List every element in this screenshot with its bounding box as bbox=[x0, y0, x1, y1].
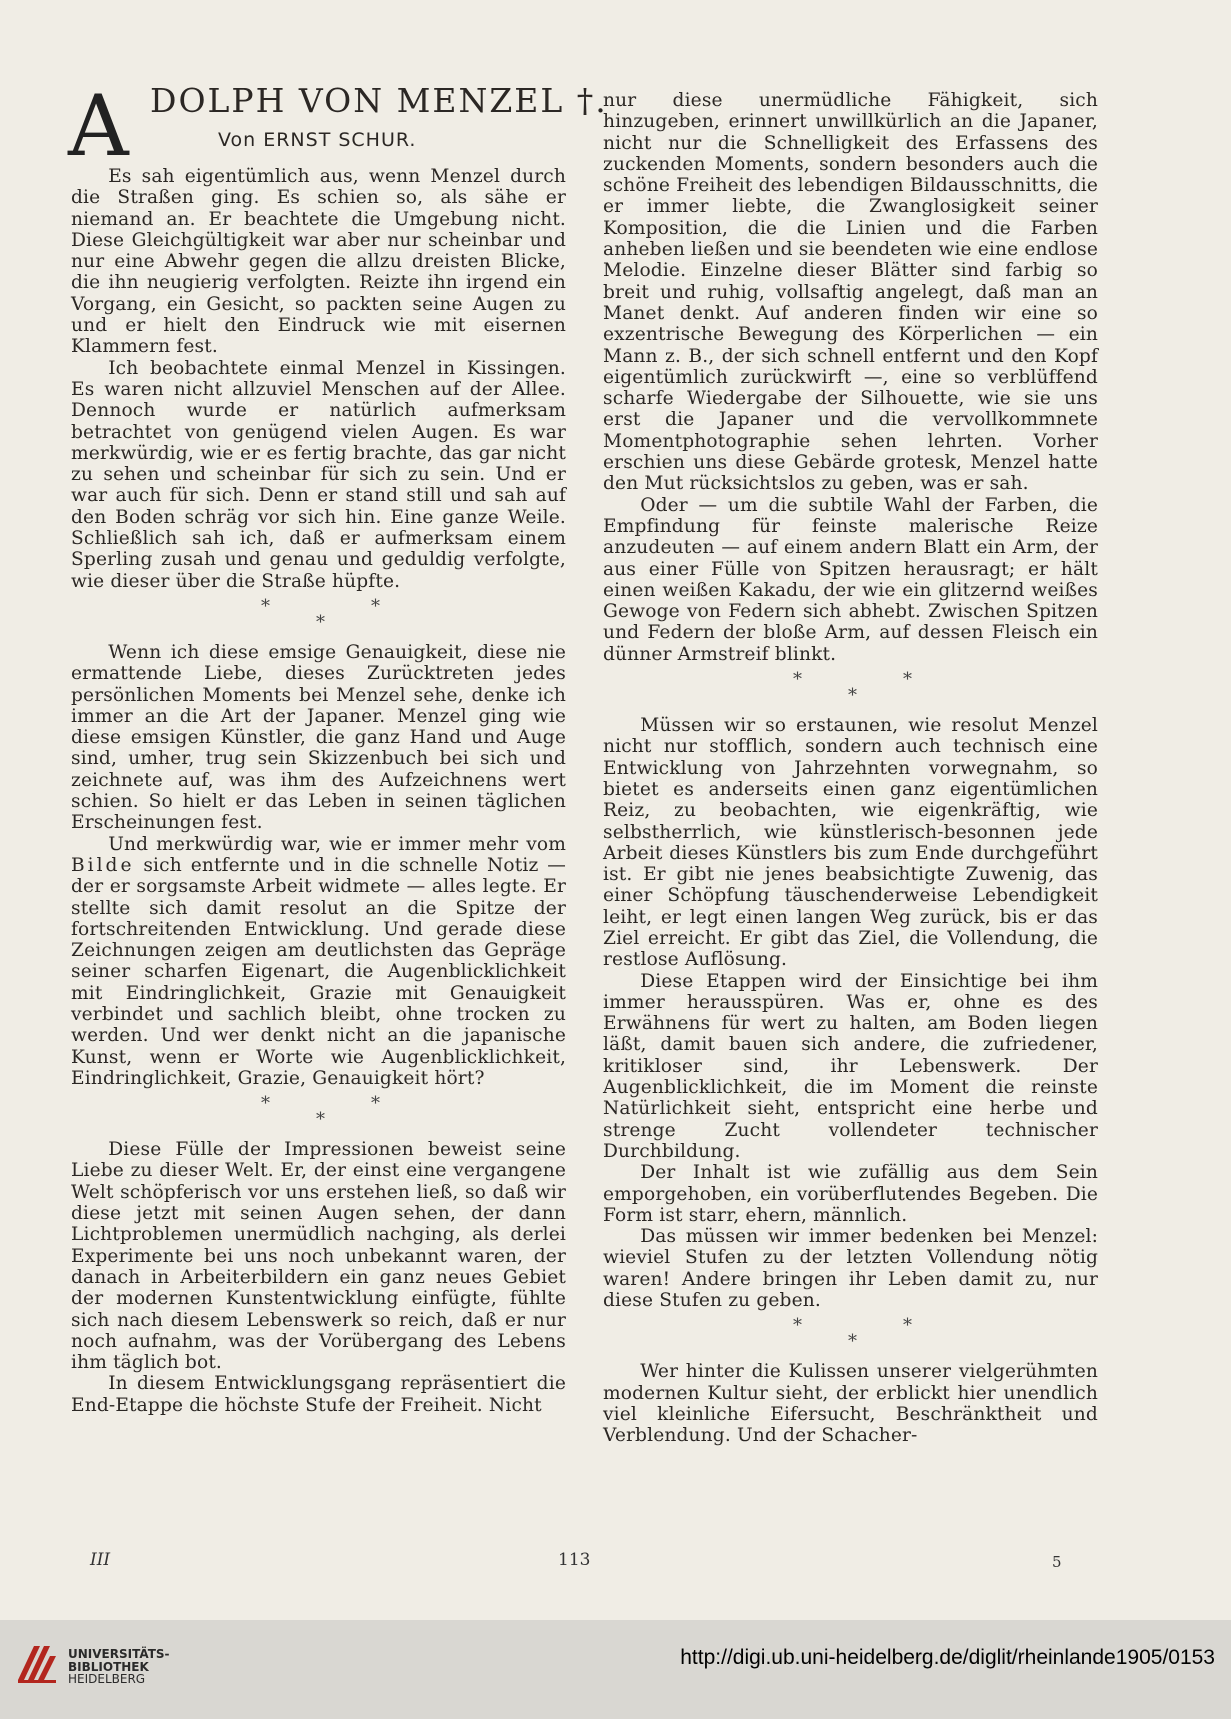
asterisk: * bbox=[371, 1093, 381, 1115]
library-name-line: HEIDELBERG bbox=[68, 1672, 146, 1686]
title-initial: A bbox=[68, 77, 129, 175]
paragraph bbox=[71, 834, 566, 1090]
signature-mark: III bbox=[90, 1550, 111, 1570]
section-separator bbox=[71, 1093, 566, 1133]
spaced-word: Bilde bbox=[71, 854, 135, 876]
asterisk: * bbox=[793, 669, 803, 691]
library-name-line: BIBLIOTHEK bbox=[68, 1659, 149, 1674]
paragraph: Diese Etappen wird der Einsichtige bei ihm immer herausspüren. Was er, ohne es des Erwähnens für wert zu halten, am Boden liegen läßt, damit bauen sich andere, die zufriedener, kritikloser sind, ihr Lebenswerk. Der Augenblicklichkeit, die im Moment die reinste Natürlichkeit sieht, entspricht eine herbe und strenge Zucht vollendeter technischer Durchbildung. bbox=[603, 970, 1098, 1162]
asterisk: * bbox=[903, 1315, 913, 1337]
asterisk: * bbox=[848, 1331, 858, 1353]
library-logo-icon bbox=[14, 1640, 60, 1686]
asterisk: * bbox=[903, 669, 913, 691]
page-number: 113 bbox=[558, 1550, 591, 1570]
paragraph: Oder — um die subtile Wahl der Farben, die Empfindung für feinste malerische Reize anzudeuten — auf einem andern Blatt ein Arm, der aus einer Fülle von Spitzen herausragt; er hält einen weißen Kakadu, der wie ein glitzernd weißes Gewoge von Federn sich abhebt. Zwischen Spitzen und Federn der bloße Arm, auf dessen Fleisch ein dünner Armstreif blinkt. bbox=[603, 494, 1098, 665]
asterisk: * bbox=[371, 595, 381, 617]
paragraph: Wer hinter die Kulissen unserer vielgerühmten modernen Kultur sieht, der erblickt hier unendlich viel kleinliche Eifersucht, Beschränktheit und Verblendung. Und der Schacher- bbox=[603, 1361, 1098, 1447]
section-separator bbox=[71, 596, 566, 636]
paragraph: Wenn ich diese emsige Genauigkeit, diese nie ermattende Liebe, dieses Zurücktreten jedes persönlichen Moments bei Menzel sehe, denke ich immer an die Art der Japaner. Menzel ging wie diese emsigen Künstler, die ganz Hand und Auge sind, umher, trug sein Skizzenbuch bei sich und zeichnete auf, was ihm des Aufzeichnens wert schien. So hielt er das Leben in seinen täglichen Erscheinungen fest. bbox=[71, 641, 566, 834]
paragraph: Der Inhalt ist wie zufällig aus dem Sein emporgehoben, ein vorüberflutendes Begeben. Die Form ist starr, ehern, männlich. bbox=[603, 1162, 1098, 1226]
asterisk: * bbox=[316, 1109, 326, 1131]
paragraph: Müssen wir so erstaunen, wie resolut Menzel nicht nur stofflich, sondern auch technisch eine Entwicklung von Jahrzehnten vorwegnahm, so bietet es anderseits einen ganz eigentümlichen Reiz, zu beobachten, wie eigenkräftig, wie selbstherrlich, wie künstlerisch-besonnen jede Arbeit dieses Künstlers bis zum Ende durchgeführt ist. Er gibt nie jenes beabsichtigte Zuwenig, das einer Schöpfung täuschenderweise Lebendigkeit leiht, er legt einen langen Weg zurück, bis er das Ziel erreicht. Er gibt das Ziel, die Vollendung, die restlose Auflösung. bbox=[603, 715, 1098, 971]
paragraph: nur diese unermüdliche Fähigkeit, sich hinzugeben, erinnert unwillkürlich an die Japaner, nicht nur die Schnelligkeit des Erfassens des zuckenden Moments, sondern besonders auch die schöne Freiheit des lebendigen Bildausschnitts, die er immer liebte, die Zwanglosigkeit seiner Komposition, die die Linien und die Farben anheben ließen und sie beendeten wie eine endlose Melodie. Einzelne dieser Blätter sind farbig so breit und ruhig, vollsaftig angelegt, daß man an Manet denkt. Auf anderen finden wir eine so exzentrische Bewegung des Körperlichen — ein Mann z. B., der sich schnell entfernt und den Kopf eigentümlich zurückwirft —, eine so verblüffend scharfe Wiedergabe der Silhouette, wie sie uns erst die Japaner und die vervollkommnete Momentphotographie sehen lehrten. Vorher erschien uns diese Gebärde grotesk, Menzel hatte den Mut rücksichtslos zu geben, was er sah. bbox=[603, 90, 1098, 495]
paragraph: In diesem Entwicklungsgang repräsentiert die End-Etappe die höchste Stufe der Freiheit. Nicht bbox=[71, 1373, 566, 1416]
paragraph: Ich beobachtete einmal Menzel in Kissingen. Es waren nicht allzuviel Menschen auf der Allee. Dennoch wurde er natürlich aufmerksam betrachtet von genügend vielen Augen. Es war merkwürdig, wie er es fertig brachte, das gar nicht zu sehen und scheinbar für sich zu sein. Und er war auch für sich. Denn er stand still und sah auf den Boden schräg vor sich hin. Eine ganze Weile. Schließlich sah ich, daß er aufmerksam einem Sperling zusah und genau und geduldig verfolgte, wie dieser über die Straße hüpfte. bbox=[71, 357, 566, 592]
title-text: DOLPH VON MENZEL †. bbox=[150, 81, 608, 120]
asterisk: * bbox=[261, 1093, 271, 1115]
library-name-line: UNIVERSITÄTS- bbox=[68, 1647, 170, 1661]
asterisk: * bbox=[793, 1315, 803, 1337]
article-title bbox=[68, 77, 608, 175]
paragraph: Es sah eigentümlich aus, wenn Menzel durch die Straßen ging. Es schien so, als sähe er niemand an. Er beachtete die Umgebung nicht. Diese Gleichgültigkeit war aber nur scheinbar und nur eine Abwehr gegen die allzu dreisten Blicke, die ihn neugierig verfolgten. Reizte ihn irgend ein Vorgang, ein Gesicht, so packten seine Augen zu und er hielt den Eindruck wie mit eisernen Klammern fest. bbox=[71, 166, 566, 358]
asterisk: * bbox=[316, 611, 326, 633]
byline: Von ERNST SCHUR. bbox=[218, 129, 417, 151]
asterisk: * bbox=[848, 685, 858, 707]
paragraph: Das müssen wir immer bedenken bei Menzel: wieviel Stufen zu der letzten Vollendung nötig waren! Andere bringen ihr Leben damit zu, nur diese Stufen zu geben. bbox=[603, 1226, 1098, 1312]
section-separator bbox=[603, 669, 1098, 709]
library-name bbox=[68, 1648, 170, 1686]
text-column-left bbox=[68, 77, 608, 1416]
text-fragment: sich entfernte und in die schnelle Notiz — der er sorgsamste Arbeit widmete — alles legte. Er stellte sich damit resolut an die Spitze der fortschreitenden Entwicklung. Und gerade diese Zeichnungen zeigen am deutlichsten das Gepräge seiner scharfen Eigenart, die Augenblicklichkeit mit Eindringlichkeit, Grazie mit Genauigkeit verbindet und sachlich bleibt, ohne trocken zu werden. Und wer denkt nicht an die japanische Kunst, wenn er Worte wie Augenblicklichkeit, Eindringlichkeit, Grazie, Genauigkeit hört? bbox=[71, 854, 567, 1089]
asterisk: * bbox=[261, 595, 271, 617]
text-column-right bbox=[603, 90, 1098, 1447]
paragraph: Diese Fülle der Impressionen beweist seine Liebe zu dieser Welt. Er, der einst eine vergangene Welt schöpferisch vor uns erstehen ließ, so daß wir diese jetzt mit seinen Augen sehen, der dann Lichtproblemen unermüdlich nachging, als derlei Experimente bei uns noch unbekannt waren, der danach in Arbeiterbildern ein ganz neues Gebiet der modernen Kunstentwicklung einfügte, fühlte sich nach diesem Lebenswerk so reich, daß er nur noch aufnahm, was der Vorübergang des Lebens ihm täglich bot. bbox=[71, 1139, 566, 1374]
source-url-link[interactable]: http://digi.ub.uni-heidelberg.de/diglit/rheinlande1905/0153 bbox=[680, 1646, 1215, 1669]
text-fragment: Und merkwürdig war, wie er immer mehr vom bbox=[108, 833, 566, 855]
section-separator bbox=[603, 1315, 1098, 1355]
sheet-number: 5 bbox=[1052, 1553, 1062, 1571]
